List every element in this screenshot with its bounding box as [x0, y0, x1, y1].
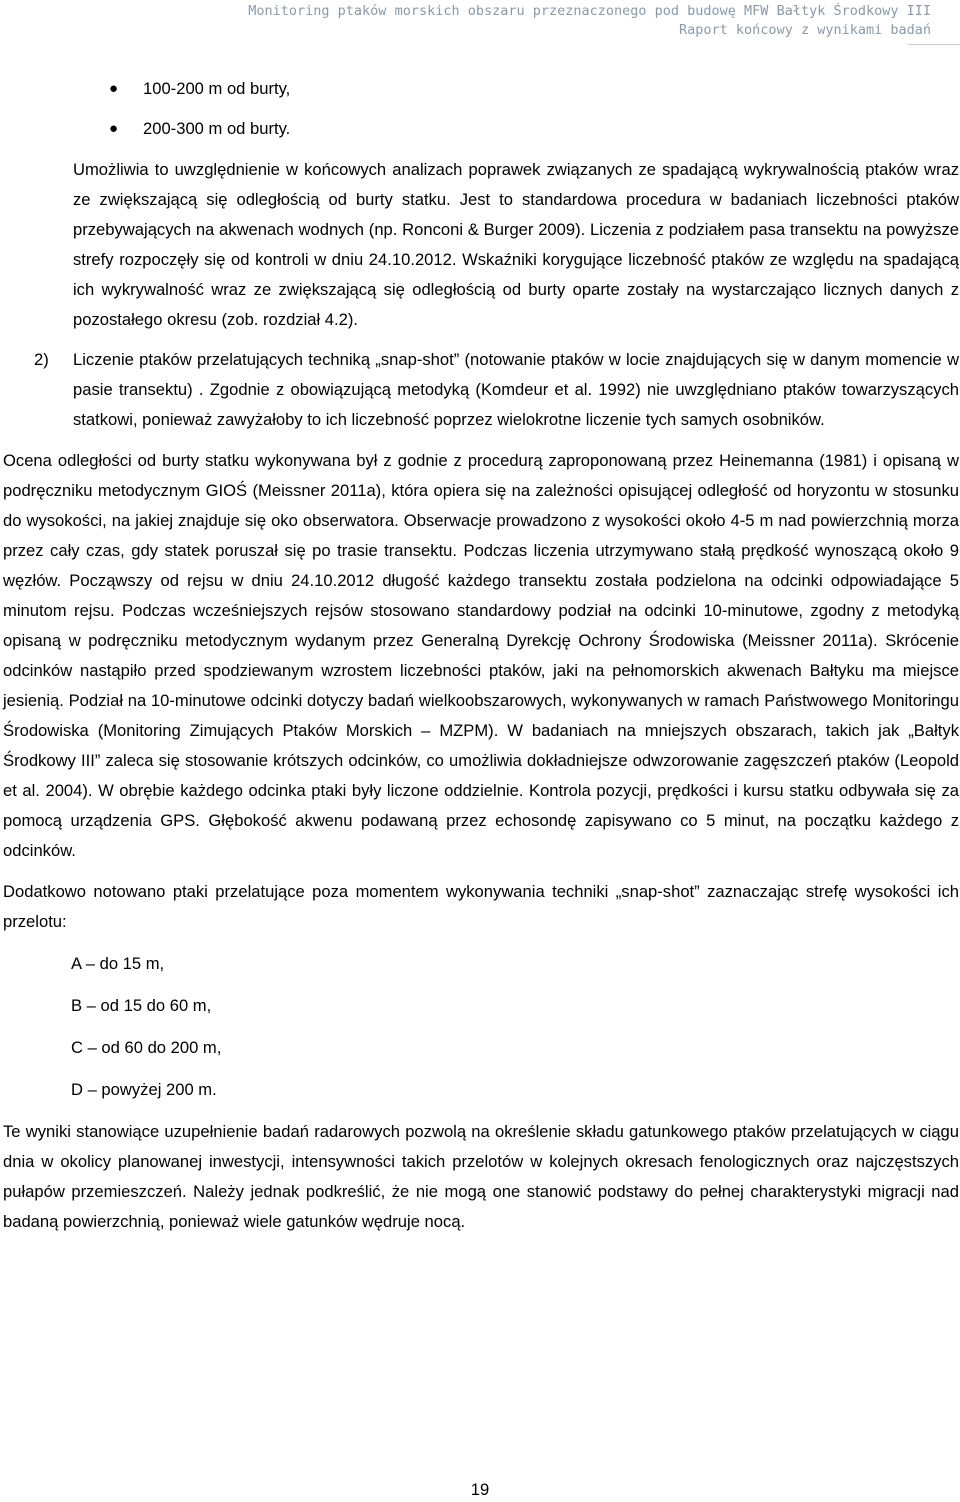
- header-subtitle: Raport końcowy z wynikami badań: [679, 21, 931, 38]
- bullet-item: [3, 74, 959, 104]
- bullet-text: 200-300 m od burty.: [143, 119, 291, 138]
- page-body: [3, 74, 959, 1237]
- height-zone-item: D – powyżej 200 m.: [71, 1080, 217, 1099]
- numbered-item-2: [3, 345, 959, 435]
- height-zone-item: C – od 60 do 200 m,: [71, 1038, 222, 1057]
- paragraph-radar-supplement: Te wyniki stanowiące uzupełnienie badań radarowych pozwolą na określenie składu gatunkowego ptaków przelatujących w ciągu dnia w okolicy planowanej inwestycji, intensywności takich przelotów w kolejnych okresach fenologicznych oraz najczęstszych pułapów przemieszczeń. Należy jednak podkreślić, że nie mogą one stanowić podstawy do pełnej charakterystyki migracji nad badaną powierzchnią, ponieważ wiele gatunków wędruje nocą.: [3, 1122, 959, 1231]
- height-zones-list: [3, 949, 959, 1105]
- item-text: Liczenie ptaków przelatujących techniką „snap-shot” (notowanie ptaków w locie znajdujących się w danym momencie w pasie transektu) . Zgodnie z obowiązującą metodyką (Komdeur et al. 1992) nie uwzględniano ptaków towarzyszących statkowi, ponieważ zawyżałoby to ich liczebność poprzez wielokrotne liczenie tych samych osobników.: [73, 350, 959, 429]
- paragraph-flight-heights: Dodatkowo notowano ptaki przelatujące poza momentem wykonywania techniki „snap-shot” zaznaczając strefę wysokości ich przelotu:: [3, 882, 959, 931]
- bullet-icon: ●: [109, 80, 119, 97]
- bullet-icon: ●: [109, 120, 119, 137]
- running-header: [248, 2, 931, 39]
- height-zone-item: B – od 15 do 60 m,: [71, 996, 212, 1015]
- height-zone-item: A – do 15 m,: [71, 954, 165, 973]
- page-number: 19: [470, 1480, 490, 1499]
- bullet-text: 100-200 m od burty,: [143, 79, 291, 98]
- bullet-item: [3, 114, 959, 144]
- paragraph-distance-estimation: Ocena odległości od burty statku wykonywana był z godnie z procedurą zaproponowaną przez Heinemanna (1981) i opisaną w podręczniku metodycznym GIOŚ (Meissner 2011a), która opiera się na zależności opisującej odległość od horyzontu w stosunku do wysokości, na jakiej znajduje się oko obserwatora. Obserwacje prowadzono z wysokości około 4-5 m nad powierzchnią morza przez cały czas, gdy statek poruszał się po trasie transektu. Podczas liczenia utrzymywano stałą prędkość wynoszącą około 9 węzłów. Począwszy od rejsu w dniu 24.10.2012 długość każdego transektu została podzielona na odcinki odpowiadające 5 minutom rejsu. Podczas wcześniejszych rejsów stosowano standardowy podział na odcinki 10-minutowe, zgodny z metodyką opisaną w podręczniku metodycznym wydanym przez Generalną Dyrekcję Ochrony Środowiska (Meissner 2011a). Skrócenie odcinków nastąpiło przed spodziewanym wzrostem liczebności ptaków, jaki na pełnomorskich akwenach Bałtyku ma miejsce jesienią. Podział na 10-minutowe odcinki dotyczy badań wielkoobszarowych, wykonywanych w ramach Państwowego Monitoringu Środowiska (Monitoring Zimujących Ptaków Morskich – MZPM). W badaniach na mniejszych obszarach, takich jak „Bałtyk Środkowy III” zaleca się stosowanie krótszych odcinków, co umożliwia dokładniejsze odwzorowanie zagęszczeń ptaków (Leopold et al. 2004). W obrębie każdego odcinka ptaki były liczone oddzielnie. Kontrola pozycji, prędkości i kursu statku odbywała się za pomocą urządzenia GPS. Głębokość akwenu podawaną przez echosondę zapisywano co 5 minut, na początku każdego z odcinków.: [3, 451, 959, 860]
- paragraph-detection-zones: Umożliwia to uwzględnienie w końcowych analizach poprawek związanych ze spadającą wykrywalnością ptaków wraz ze zwiększającą się odległością od burty statku. Jest to standardowa procedura w badaniach liczebności ptaków przebywających na akwenach wodnych (np. Ronconi & Burger 2009). Liczenia z podziałem pasa transektu na powyższe strefy rozpoczęły się od kontroli w dniu 24.10.2012. Wskaźniki korygujące liczebność ptaków ze względu na spadającą ich wykrywalność wraz ze zwiększającą się odległością od burty oparte zostały na wystarczająco licznych danych z pozostałego okresu (zob. rozdział 4.2).: [73, 160, 959, 329]
- header-title: Monitoring ptaków morskich obszaru przeznaczonego pod budowę MFW Bałtyk Środkowy III: [248, 3, 931, 19]
- item-number: 2): [34, 350, 49, 369]
- header-divider: [908, 44, 960, 45]
